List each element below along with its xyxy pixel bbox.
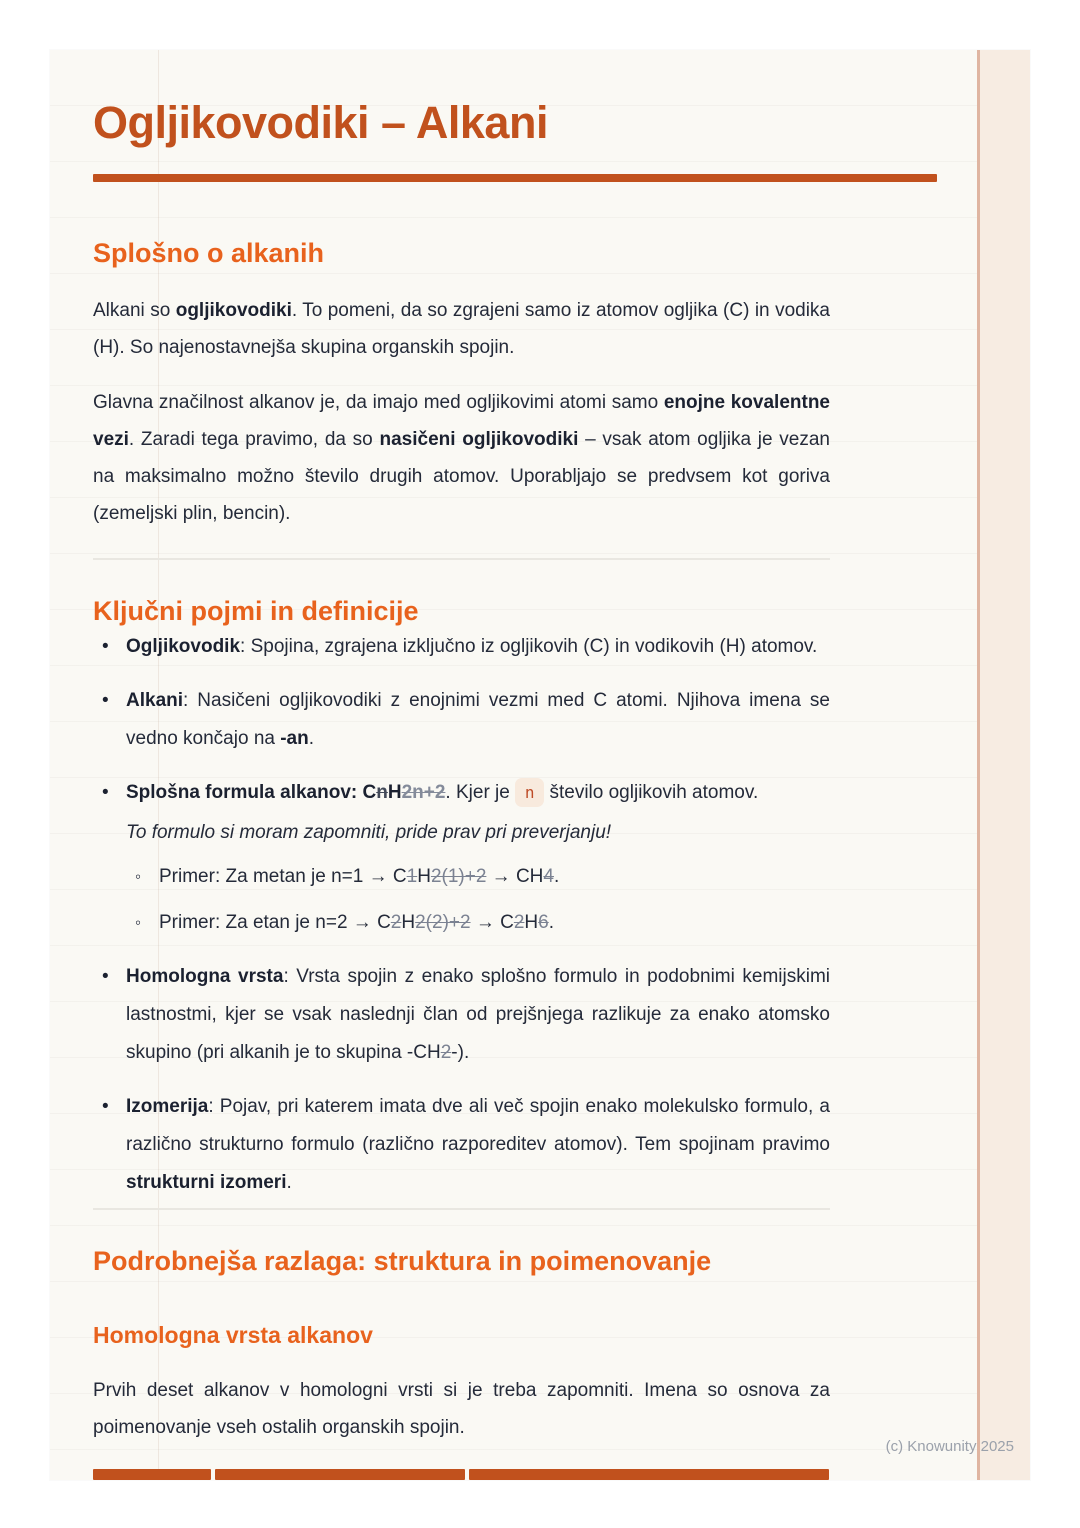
intro-paragraph-1: Alkani so ogljikovodiki. To pomeni, da so zgrajeni samo iz atomov ogljika (C) in vodika (H). So najenostavnejša skupina organskih spojin. bbox=[93, 299, 830, 358]
detailed-section bbox=[93, 1208, 937, 1446]
list-item-formula bbox=[93, 774, 830, 942]
key-terms-list bbox=[93, 628, 830, 1202]
page-title: Ogljikovodiki – Alkani bbox=[93, 97, 548, 148]
formula-examples-list bbox=[126, 858, 830, 942]
section-divider bbox=[93, 558, 830, 560]
page-edge-stripe bbox=[977, 50, 1030, 1480]
intro-paragraph-2: Glavna značilnost alkanov je, da imajo med ogljikovimi atomi samo enojne kovalentne vezi. Zaradi tega pravimo, da so nasičeni ogljikovodiki – vsak atom ogljika je vezan na maksimalno možno število drugih atomov. Uporabljajo se predvsem kot goriva (zemeljski plin, bencin). bbox=[93, 391, 831, 524]
list-item-izomerija: • Izomerija: Pojav, pri katerem imata dve ali več spojin enako molekulsko formulo, a različno strukturno formulo (različno razporeditev atomov). Tem spojinam pravimo strukturni izomeri. bbox=[93, 1088, 830, 1202]
intro-section bbox=[93, 50, 937, 560]
table-header-cell bbox=[469, 1469, 829, 1480]
section-divider bbox=[93, 1208, 830, 1210]
example-etan: ◦ Primer: Za etan je n=2 → C2H2(2)+2 → C2H6. bbox=[126, 904, 830, 942]
example-metan: ◦ Primer: Za metan je n=1 → C1H2(1)+2 → CH4. bbox=[126, 858, 830, 896]
list-item-alkani: • Alkani: Nasičeni ogljikovodiki z enojnimi vezmi med C atomi. Njihova imena se vedno končajo na -an. bbox=[93, 682, 830, 758]
list-item-homologna-vrsta: • Homologna vrsta: Vrsta spojin z enako splošno formulo in podobnimi kemijskimi lastnostmi, kjer se vsak naslednji član od prejšnjega razlikuje za enako atomsko skupino (pri alkanih je to skupina -CH2-). bbox=[93, 958, 830, 1072]
key-terms-section bbox=[93, 594, 937, 1218]
list-item-ogljikovodik: • Ogljikovodik: Spojina, zgrajena izključno iz ogljikovih (C) in vodikovih (H) atomov. bbox=[93, 628, 830, 666]
table-header-stub bbox=[93, 1469, 829, 1480]
table-header-cell bbox=[215, 1469, 465, 1480]
formula-text: Splošna formula alkanov: CnH2n+2. Kjer je n število ogljikovih atomov. bbox=[126, 782, 758, 803]
formula-note: To formulo si moram zapomniti, pride prav pri preverjanju! bbox=[126, 822, 612, 843]
document-page bbox=[50, 50, 1030, 1480]
copyright-text: (c) Knowunity 2025 bbox=[885, 1438, 1014, 1455]
subsection-heading-homologna: Homologna vrsta alkanov bbox=[93, 1322, 373, 1348]
table-header-cell bbox=[93, 1469, 211, 1480]
title-rule bbox=[93, 174, 937, 182]
section-heading-podrobnejsa: Podrobnejša razlaga: struktura in poimenovanje bbox=[93, 1246, 712, 1276]
section-heading-splosno: Splošno o alkanih bbox=[93, 237, 325, 268]
detailed-paragraph: Prvih deset alkanov v homologni vrsti si je treba zapomniti. Imena so osnova za poimenovanje vseh ostalih organskih spojin. bbox=[93, 1380, 830, 1438]
section-heading-kljucni: Ključni pojmi in definicije bbox=[93, 596, 419, 626]
